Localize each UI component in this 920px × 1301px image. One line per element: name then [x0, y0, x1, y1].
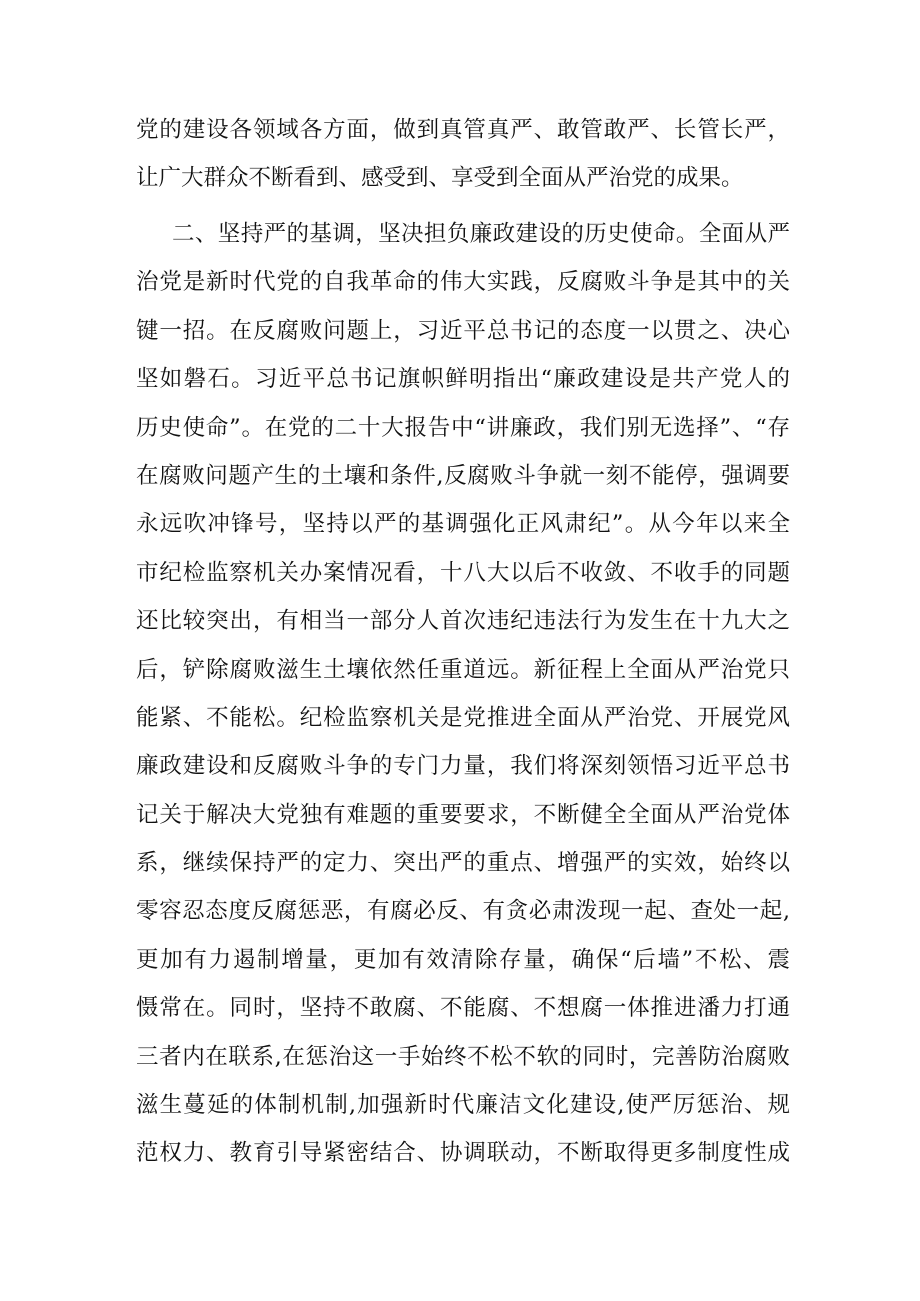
text-line: 历史使命”。在党的二十大报告中“讲廉政，我们别无选择”、“存 [136, 414, 790, 441]
text-line: 记关于解决大党独有难题的重要要求，不断健全全面从严治党体 [136, 801, 790, 828]
text-line: 三者内在联系,在惩治这一手始终不松不软的同时，完善防治腐败 [136, 1043, 790, 1070]
text-line: 零容忍态度反腐惩恶，有腐必反、有贪必肃泼现一起、查处一起, [136, 898, 790, 925]
text-line: 永远吹冲锋号，坚持以严的基调强化正风肃纪”。从今年以来全 [136, 511, 790, 538]
text-line: 还比较突出，有相当一部分人首次违纪违法行为发生在十九大之 [136, 608, 790, 635]
text-line: 慑常在。同时，坚持不敢腐、不能腐、不想腐一体推进潘力打通 [136, 995, 790, 1022]
text-line: 范权力、教育引导紧密结合、协调联动，不断取得更多制度性成 [136, 1140, 790, 1167]
text-line: 党的建设各领域各方面，做到真管真严、敢管敢严、长管长严， [136, 117, 790, 143]
text-line: 后，铲除腐败滋生土壤依然任重道远。新征程上全面从严治党只 [136, 656, 790, 683]
paragraph-2 [136, 210, 790, 1178]
text-line: 更加有力遏制增量，更加有效清除存量，确保“后墙”不松、震 [136, 946, 790, 973]
text-line: 系，继续保持严的定力、突出严的重点、增强严的实效，始终以 [136, 850, 790, 877]
text-line: 让广大群众不断看到、感受到、享受到全面从严治党的成果。 [136, 165, 744, 192]
text-line: 治党是新时代党的自我革命的伟大实践，反腐败斗争是其中的关 [136, 269, 790, 296]
text-line: 键一招。在反腐败问题上，习近平总书记的态度一以贯之、决心 [136, 317, 790, 344]
text-line: 坚如磐石。习近平总书记旗帜鲜明指出“廉政建设是共产党人的 [136, 366, 790, 393]
paragraph-1 [136, 106, 790, 203]
text-line: 二、坚持严的基调，坚决担负廉政建设的历史使命。全面从严 [172, 221, 790, 247]
text-line: 廉政建设和反腐败斗争的专门力量，我们将深刻领悟习近平总书 [136, 753, 790, 780]
text-line: 市纪检监察机关办案情况看，十八大以后不收敛、不收手的同题 [136, 559, 790, 586]
text-line: 滋生蔓延的体制机制,加强新时代廉洁文化建设,使严厉惩治、规 [136, 1092, 790, 1119]
text-line: 能紧、不能松。纪检监察机关是党推进全面从严治党、开展党风 [136, 704, 790, 731]
text-line: 在腐败问题产生的土壤和条件,反腐败斗争就一刻不能停，强调要 [136, 462, 790, 489]
